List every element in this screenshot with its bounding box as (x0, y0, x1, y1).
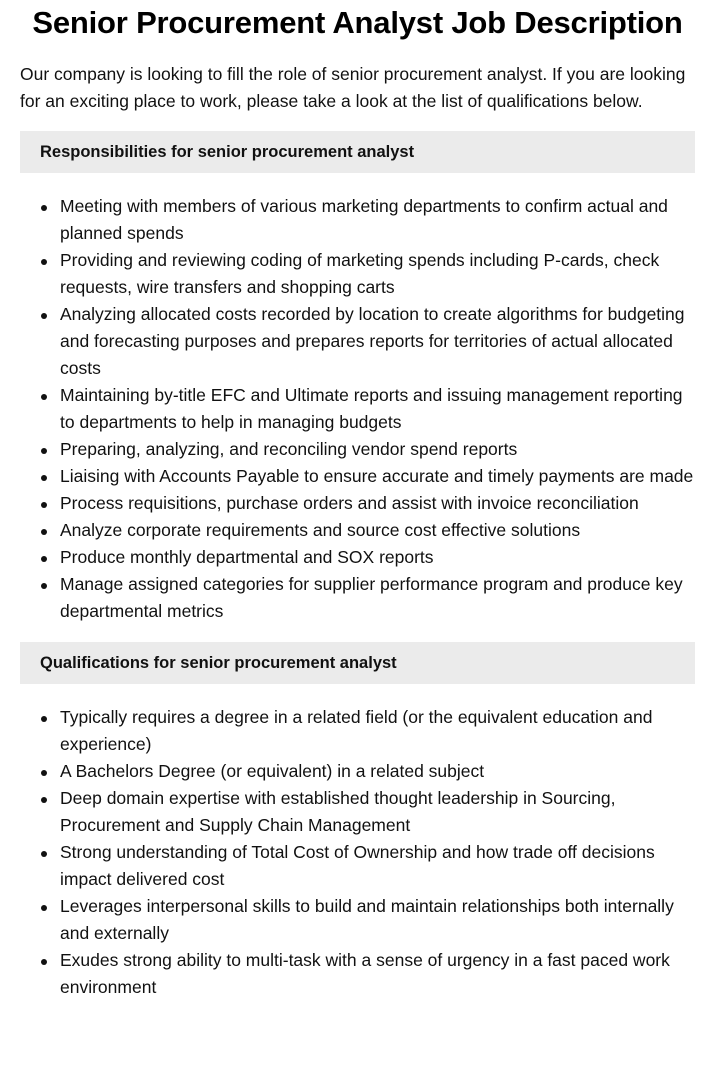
list-item-text: Analyzing allocated costs recorded by location to create algorithms for budgeting and forecasting purposes and prepares reports for territories of actual allocated costs (60, 304, 685, 378)
list-item (60, 301, 695, 382)
list-item (60, 704, 695, 758)
bullet-icon (41, 529, 47, 535)
bullet-icon (41, 716, 47, 722)
responsibilities-section (20, 131, 695, 625)
list-item (60, 758, 695, 785)
bullet-icon (41, 770, 47, 776)
list-item (60, 247, 695, 301)
list-item-text: Produce monthly departmental and SOX reports (60, 547, 434, 567)
page-title: Senior Procurement Analyst Job Description (32, 5, 683, 40)
list-item-text: Exudes strong ability to multi-task with a sense of urgency in a fast paced work environment (60, 950, 670, 997)
bullet-icon (41, 905, 47, 911)
list-item (60, 571, 695, 625)
bullet-icon (41, 475, 47, 481)
bullet-icon (41, 205, 47, 211)
list-item-text: Preparing, analyzing, and reconciling vendor spend reports (60, 439, 518, 459)
list-item-text: A Bachelors Degree (or equivalent) in a related subject (60, 761, 485, 781)
responsibilities-heading: Responsibilities for senior procurement analyst (20, 131, 695, 173)
list-item (60, 193, 695, 247)
list-item-text: Liaising with Accounts Payable to ensure accurate and timely payments are made (60, 466, 694, 486)
bullet-icon (41, 556, 47, 562)
qualifications-heading: Qualifications for senior procurement analyst (20, 642, 695, 684)
list-item-text: Manage assigned categories for supplier performance program and produce key departmental metrics (60, 574, 683, 621)
list-item (60, 517, 695, 544)
list-item (60, 839, 695, 893)
bullet-icon (41, 797, 47, 803)
bullet-icon (41, 851, 47, 857)
list-item-text: Meeting with members of various marketing departments to confirm actual and planned spends (60, 196, 668, 243)
intro-paragraph: Our company is looking to fill the role of senior procurement analyst. If you are looking for an exciting place to work, please take a look at the list of qualifications below. (20, 64, 686, 111)
bullet-icon (41, 259, 47, 265)
list-item (60, 490, 695, 517)
list-item-text: Strong understanding of Total Cost of Ownership and how trade off decisions impact delivered cost (60, 842, 655, 889)
bullet-icon (41, 959, 47, 965)
list-item (60, 947, 695, 1001)
qualifications-list (20, 704, 695, 1001)
list-item (60, 893, 695, 947)
list-item-text: Providing and reviewing coding of marketing spends including P-cards, check requests, wire transfers and shopping carts (60, 250, 660, 297)
list-item-text: Process requisitions, purchase orders and assist with invoice reconciliation (60, 493, 639, 513)
bullet-icon (41, 313, 47, 319)
list-item-text: Deep domain expertise with established thought leadership in Sourcing, Procurement and Supply Chain Management (60, 788, 616, 835)
qualifications-section (20, 642, 695, 1001)
list-item (60, 382, 695, 436)
bullet-icon (41, 394, 47, 400)
bullet-icon (41, 502, 47, 508)
bullet-icon (41, 583, 47, 589)
bullet-icon (41, 448, 47, 454)
list-item (60, 544, 695, 571)
list-item (60, 785, 695, 839)
list-item (60, 463, 695, 490)
list-item-text: Maintaining by-title EFC and Ultimate reports and issuing management reporting to departments to help in managing budgets (60, 385, 683, 432)
list-item (60, 436, 695, 463)
list-item-text: Typically requires a degree in a related field (or the equivalent education and experience) (60, 707, 653, 754)
list-item-text: Leverages interpersonal skills to build and maintain relationships both internally and externally (60, 896, 674, 943)
responsibilities-list (20, 193, 695, 625)
list-item-text: Analyze corporate requirements and source cost effective solutions (60, 520, 581, 540)
